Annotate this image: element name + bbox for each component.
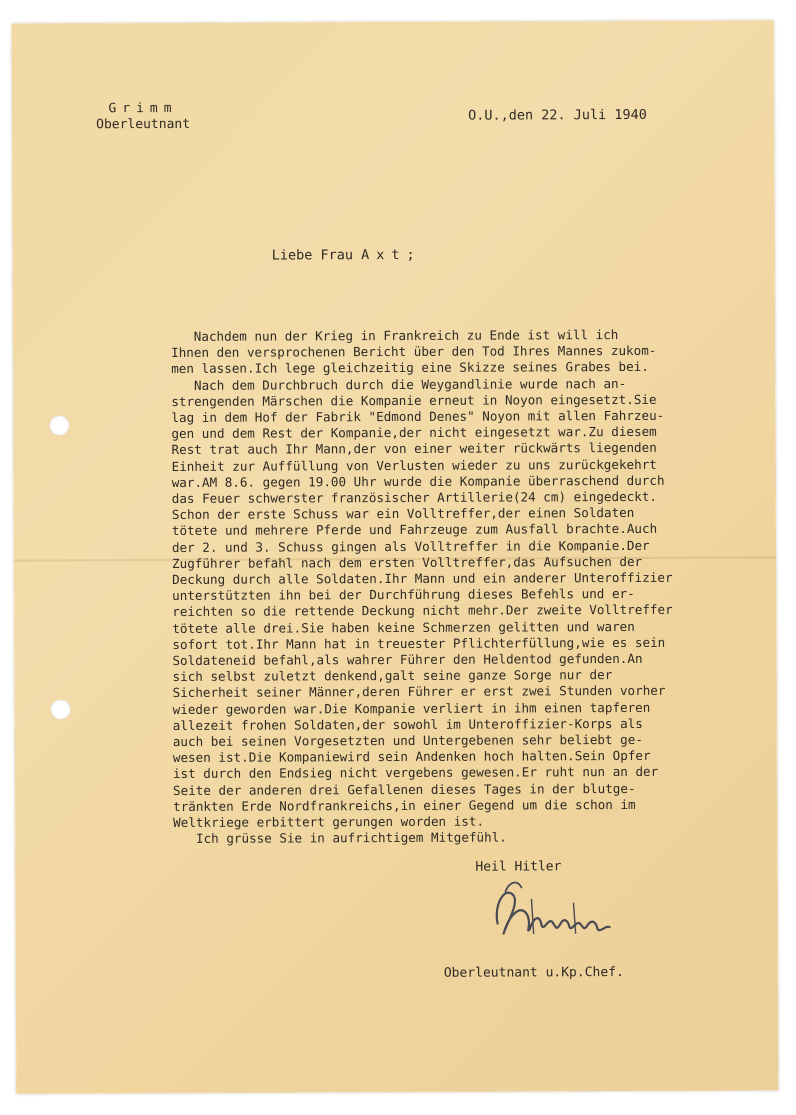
body-line: Zugführer befahl nach dem ersten Volltreffer,das Aufsuchen der [171,553,643,571]
body-line: reichten so die rettende Deckung nicht mehr.Der zweite Volltreffer [172,602,673,620]
body-line: Nachdem nun der Krieg in Frankreich zu Ende ist will ich [171,327,619,344]
body-line: auch bei seinen Vorgesetzten und Untergebenen sehr beliebt ge- [172,731,643,750]
body-line: Ihnen den versprochenen Bericht über den Tod Ihres Mannes zukom- [171,343,657,361]
body-line: men lassen.Ich lege gleichzeitig eine Skizze seines Grabes bei. [171,359,649,377]
body-line: allezeit frohen Soldaten,der sowohl im Unteroffizier-Korps als [172,715,643,733]
sender-rank: Oberleutnant [96,116,191,133]
body-line: tränkten Erde Nordfrankreichs,in einer Gegend um die schon im [173,796,636,814]
salutation-prefix: Liebe Frau [271,247,353,264]
body-line: Schon der erste Schuss war ein Volltreffer,der einen Soldaten [171,505,635,523]
signoff-title: Oberleutnant u.Kp.Chef. [443,965,624,981]
body-line: der 2. und 3. Schuss gingen als Volltreffer in die Kompanie.Der [171,537,650,555]
body-line: wesen ist.Die Kompaniewird sein Andenken hoch halten.Sein Opfer [172,748,651,766]
body-line: sich selbst zuletzt denkend,galt seine ganze Sorge nur der [172,667,613,685]
salutation-surname: Axt [361,246,407,264]
body-line: Rest trat auch Ihr Mann,der von einer weiter rückwärts liegenden [171,440,657,458]
letter-page [12,20,779,1093]
body-line: Einheit zur Auffüllung von Verlusten wieder zu uns zurückgekehrt [171,456,657,474]
body-line: strengenden Märschen die Kompanie erneut in Noyon eingesetzt.Sie [171,391,657,409]
body-line: Seite der anderen drei Gefallenen dieses Tages in der blutge- [172,780,636,798]
closing-greeting: Heil Hitler [475,859,562,875]
punch-hole-upper [49,415,69,435]
body-line: ist durch den Endsieg nicht vergebens gewesen.Er ruht nun an der [172,764,659,782]
body-line: Nach dem Durchbruch durch die Weygandlinie wurde nach an- [171,375,627,393]
dateline: O.U.,den 22. Juli 1940 [468,106,647,124]
body-line: lag in dem Hof der Fabrik "Edmond Denes" Noyon mit allen Fahrzeu- [171,407,665,425]
body-line: Soldateneid befahl,als wahrer Führer den Heldentod gefunden.An [172,650,643,669]
body-line: Weltkriege erbittert gerungen worden ist. [173,813,485,831]
body-line: unterstützten ihn bei der Durchführung dieses Befehls und er- [172,586,635,604]
punch-hole-lower [51,699,71,719]
body-line: gen und dem Rest der Kompanie,der nicht eingesetzt war.Zu diesem [171,424,657,442]
salutation-punct: ; [406,246,415,263]
body-line: Ich grüsse Sie in aufrichtigem Mitgefühl. [173,829,507,847]
sender-name: Grimm [108,100,178,117]
body-line: tötete und mehrere Pferde und Fahrzeuge zum Ausfall brachte.Auch [171,521,658,539]
handwritten-signature [475,873,625,954]
body-line: das Feuer schwerster französischer Artillerie(24 cm) eingedeckt. [171,488,658,507]
body-line: war.AM 8.6. gegen 19.00 Uhr wurde die Kompanie überraschend durch [171,472,665,490]
body-line: sofort tot.Ihr Mann hat in treuester Pflichterfüllung,wie es sein [172,634,666,652]
sender-block [96,101,190,133]
letter-body [171,326,773,847]
body-line: wieder geworden war.Die Kompanie verliert in ihm einen tapferen [172,699,651,717]
body-line: tötete alle drei.Sie haben keine Schmerzen gelitten und waren [172,618,635,636]
body-line: Sicherheit seiner Männer,deren Führer er erst zwei Stunden vorher [172,683,666,701]
salutation [272,247,415,264]
body-line: Deckung durch alle Soldaten.Ihr Mann und ein anderer Unteroffizier [172,569,673,588]
